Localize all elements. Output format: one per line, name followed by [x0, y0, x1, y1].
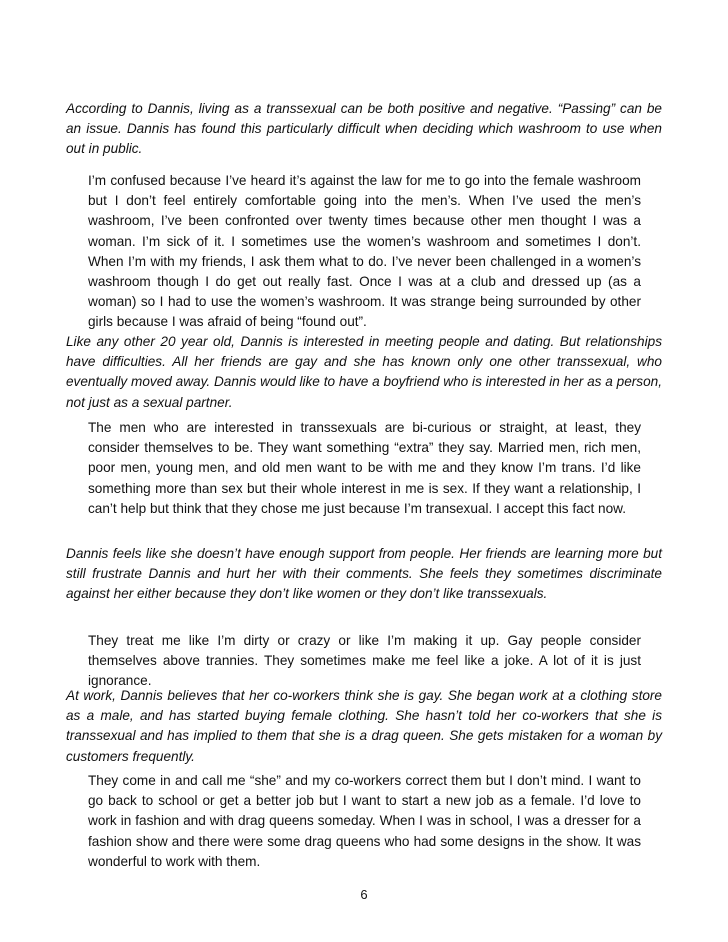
quote-paragraph-work: They come in and call me “she” and my co-workers correct them but I don’t mind. I want to go back to school or get a better job but I want to start a new job as a female. I’d love to work in fashion and with drag queens someday. When I was in school, I was a dresser for a fashion show and there were some drag queens who had some designs in the show. It was wonderful to work with them.: [88, 773, 641, 869]
quote-paragraph-support: They treat me like I’m dirty or crazy or like I’m making it up. Gay people consider themselves above trannies. They sometimes make me feel like a joke. A lot of it is just ignorance.: [88, 633, 641, 689]
quote-paragraph-dating: The men who are interested in transsexuals are bi-curious or straight, at least, they consider themselves to be. They want something “extra” they say. Married men, rich men, poor men, young men, and old men want to be with me and they know I’m trans. I’d like something more than sex but their whole interest in me is sex. If they want a relationship, I can’t help but think that they chose me just because I’m transexual. I accept this fact now.: [88, 420, 641, 516]
narrative-paragraph-work: At work, Dannis believes that her co-workers think she is gay. She began work at a clothing store as a male, and has started buying female clothing. She hasn’t told her co-workers that she is transsexual and has implied to them that she is a drag queen. She gets mistaken for a woman by customers frequently.: [66, 688, 662, 764]
narrative-paragraph-dating: Like any other 20 year old, Dannis is interested in meeting people and dating. But relationships have difficulties. All her friends are gay and she has known only one other transsexual, who eventually moved away. Dannis would like to have a boyfriend who is interested in her as a person, not just as a sexual partner.: [66, 334, 662, 410]
page-number: 6: [360, 887, 368, 902]
narrative-paragraph-support: Dannis feels like she doesn’t have enough support from people. Her friends are learning more but still frustrate Dannis and hurt her with their comments. She feels they sometimes discriminate against her either because they don’t like women or they don’t like transsexuals.: [66, 546, 662, 602]
narrative-paragraph-washroom: According to Dannis, living as a transsexual can be both positive and negative. “Passing” can be an issue. Dannis has found this particularly difficult when deciding which washroom to use when out in public.: [66, 101, 662, 157]
quote-paragraph-washroom: I’m confused because I’ve heard it’s against the law for me to go into the female washroom but I don’t feel entirely comfortable going into the men’s. When I’ve used the men’s washroom, I’ve been confronted over twenty times because other men thought I was a woman. I’m sick of it. I sometimes use the women’s washroom and sometimes I don’t. When I’m with my friends, I ask them what to do. I’ve never been challenged in a women’s washroom though I do get out really fast. Once I was at a club and dressed up (as a woman) so I had to use the women’s washroom. It was strange being surrounded by other girls because I was afraid of being “found out”.: [88, 173, 641, 330]
